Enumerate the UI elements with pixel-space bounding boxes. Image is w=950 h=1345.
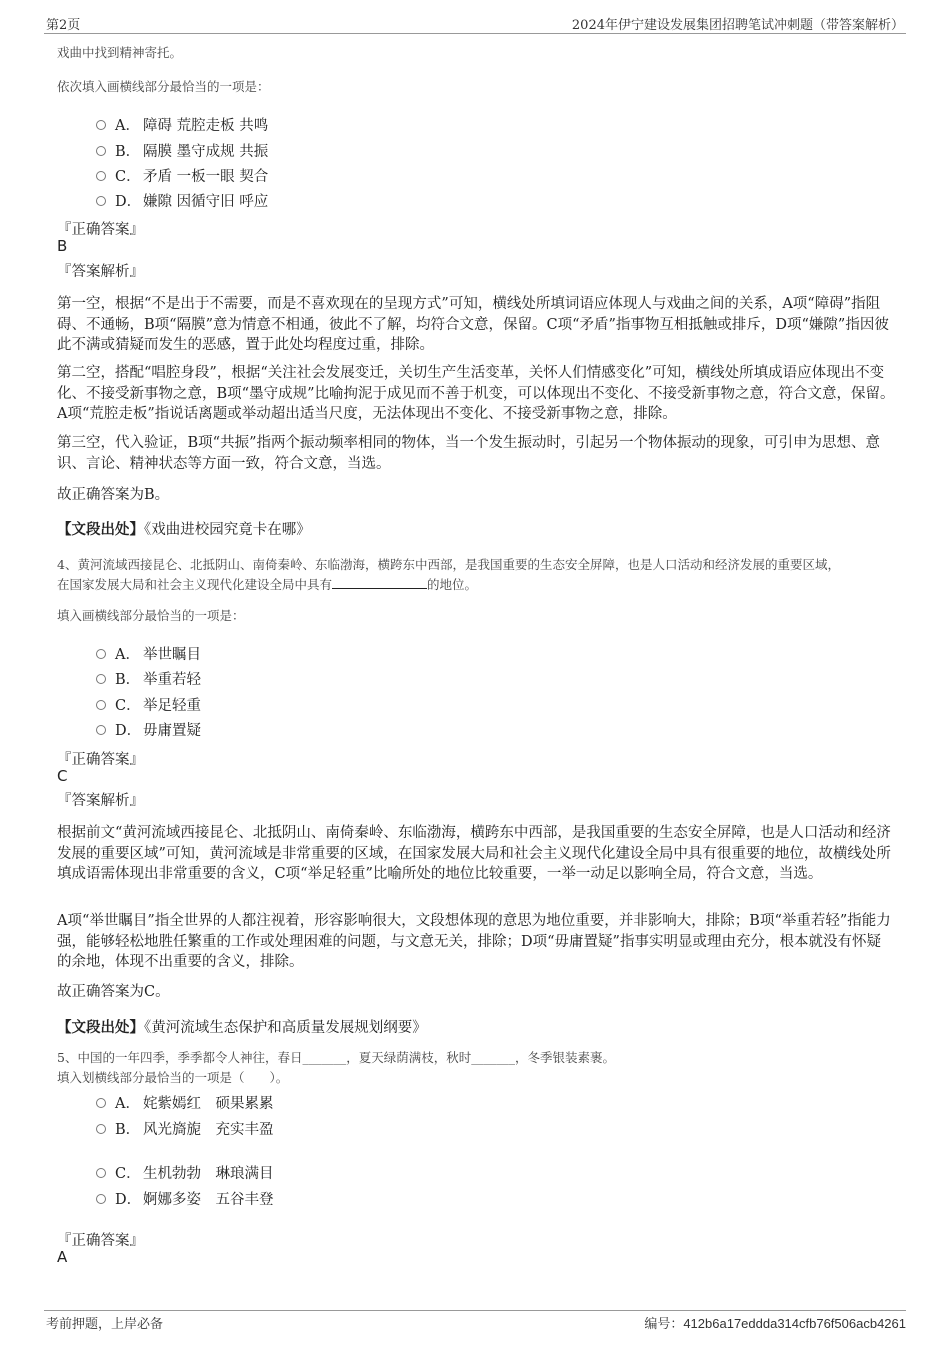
q4-question-after-blank: 的地位。 (427, 577, 478, 592)
footer-code (644, 1313, 906, 1332)
q3-option-c[interactable] (96, 165, 268, 186)
q4-option-b[interactable] (96, 668, 201, 689)
radio-icon[interactable] (96, 1168, 106, 1178)
q3-prompt: 依次填入画横线部分最恰当的一项是： (57, 79, 270, 94)
q4-answer-label: 『正确答案』 (57, 752, 144, 768)
footer-divider (44, 1310, 906, 1311)
option-text: 举足轻重 (143, 698, 201, 714)
footer-slogan: 考前押题，上岸必备 (46, 1317, 164, 1332)
radio-icon[interactable] (96, 120, 106, 130)
option-letter: A． (115, 647, 140, 663)
q3-analysis-para-3: 第三空，代入验证，B项“共振”指两个振动频率相同的物体，当一个发生振动时，引起另一个物体振动的现象，可引申为思想、意识、言论、精神状态等方面一致，符合文意，当选。 (57, 435, 880, 472)
option-text: 毋庸置疑 (143, 723, 201, 739)
q3-analysis-para-1: 第一空，根据“不是出于不需要，而是不喜欢现在的呈现方式”可知，横线处所填词语应体现人与戏曲之间的关系，A项“障碍”指阻碍、不通畅，B项“隔膜”意为情意不相通，彼此不了解，均符合文意，保留。C项“矛盾”指事物互相抵触或排斥，D项“嫌隙”指因彼此不满或猜疑而发生的恶感，置于此处均程度过重，排除。 (57, 296, 889, 353)
radio-icon[interactable] (96, 1194, 106, 1204)
q3-analysis-conclusion: 故正确答案为B。 (57, 487, 170, 503)
q5-option-c[interactable] (96, 1162, 274, 1183)
option-text: 举世瞩目 (143, 647, 201, 663)
q4-option-a[interactable] (96, 643, 201, 664)
q4-analysis-label: 『答案解析』 (57, 793, 144, 809)
q5-answer-label: 『正确答案』 (57, 1233, 144, 1249)
footer-code-value: 412b6a17eddda314cfb76f506acb4261 (683, 1316, 906, 1331)
option-letter: D． (115, 194, 142, 210)
option-text: 障碍 荒腔走板 共鸣 (143, 118, 269, 134)
q4-analysis-para-1: 根据前文“黄河流域西接昆仑、北抵阴山、南倚秦岭、东临渤海，横跨东中西部，是我国重要的生态安全屏障，也是人口活动和经济发展的重要区域”可知，黄河流域是非常重要的区域，在国家发展大局和社会主义现代化建设全局中具有很重要的地位，故横线处所填成语需体现出非常重要的含义，C项“举足轻重”比喻所处的地位比较重要，一举一动足以影响全局，符合文意，当选。 (57, 825, 891, 882)
q5-answer: A (57, 1248, 68, 1266)
source-title: 《戏曲进校园究竟卡在哪》 (144, 522, 311, 538)
option-text: 风光旖旎 充实丰盈 (143, 1122, 274, 1138)
option-letter: B． (115, 1122, 141, 1138)
source-label: 【文段出处】 (57, 521, 144, 538)
q4-option-d[interactable] (96, 719, 201, 740)
option-letter: B． (115, 672, 141, 688)
option-letter: D． (115, 1192, 142, 1208)
q5-prompt: 填入划横线部分最恰当的一项是（ ）。 (57, 1070, 289, 1085)
q3-source (57, 518, 311, 539)
option-letter: C． (115, 169, 141, 185)
radio-icon[interactable] (96, 700, 106, 710)
q4-analysis-para-2: A项“举世瞩目”指全世界的人都注视着，形容影响很大，文段想体现的意思为地位重要，并非影响大，排除；B项“举重若轻”指能力强，能够轻松地胜任繁重的工作或处理困难的问题，与文意无关，排除；D项“毋庸置疑”指事实明显或理由充分，根本就没有怀疑的余地，体现不出重要的含义，排除。 (57, 913, 891, 970)
option-letter: A． (115, 1096, 140, 1112)
q5-option-b[interactable] (96, 1118, 274, 1139)
q4-question (57, 555, 902, 595)
source-title: 《黄河流域生态保护和高质量发展规划纲要》 (144, 1020, 427, 1036)
q3-option-d[interactable] (96, 190, 268, 211)
q3-answer-label: 『正确答案』 (57, 222, 144, 238)
q4-answer: C (57, 767, 68, 785)
footer-code-label: 编号： (644, 1317, 684, 1332)
radio-icon[interactable] (96, 146, 106, 156)
q4-analysis-conclusion: 故正确答案为C。 (57, 984, 170, 1000)
option-text: 隔膜 墨守成规 共振 (143, 144, 269, 160)
q3-intro-tail: 戏曲中找到精神寄托。 (57, 45, 183, 60)
option-letter: A． (115, 118, 140, 134)
option-text: 矛盾 一板一眼 契合 (143, 169, 269, 185)
q5-option-a[interactable] (96, 1092, 274, 1113)
q3-analysis-para-2: 第二空，搭配“唱腔身段”，根据“关注社会发展变迁，关切生产生活变革，关怀人们情感变化”可知，横线处所填成语应体现出不变化、不接受新事物之意，B项“墨守成规”比喻拘泥于成见而不善于机变，可以体现出不变化、不接受新事物之意，符合文意，保留。A项“荒腔走板”指说话离题或举动超出适当尺度，无法体现出不变化、不接受新事物之意，排除。 (57, 365, 895, 422)
header-divider (44, 33, 906, 34)
page-number: 第2页 (46, 18, 81, 33)
q3-answer: B (57, 237, 68, 255)
q5-question: 5、中国的一年四季，季季都令人神往，春日_______，夏天绿荫满枝，秋时_______，冬季银装素裹。 (57, 1050, 615, 1065)
option-letter: C． (115, 1166, 141, 1182)
option-text: 婀娜多姿 五谷丰登 (143, 1192, 274, 1208)
q4-question-before-blank: 在国家发展大局和社会主义现代化建设全局中具有 (57, 577, 333, 592)
option-letter: C． (115, 698, 141, 714)
q3-option-a[interactable] (96, 114, 268, 135)
q4-option-c[interactable] (96, 694, 201, 715)
radio-icon[interactable] (96, 649, 106, 659)
q4-prompt: 填入画横线部分最恰当的一项是： (57, 608, 245, 623)
radio-icon[interactable] (96, 1098, 106, 1108)
answer-blank (332, 576, 427, 589)
option-text: 举重若轻 (143, 672, 201, 688)
q4-question-line-1: 4、黄河流域西接昆仑、北抵阴山、南倚秦岭、东临渤海，横跨东中西部，是我国重要的生态安全屏障，也是人口活动和经济发展的重要区域， (57, 557, 840, 572)
radio-icon[interactable] (96, 1124, 106, 1134)
option-text: 姹紫嫣红 硕果累累 (143, 1096, 274, 1112)
q5-option-d[interactable] (96, 1188, 274, 1209)
option-letter: D． (115, 723, 142, 739)
q3-option-b[interactable] (96, 140, 268, 161)
option-text: 嫌隙 因循守旧 呼应 (143, 194, 269, 210)
radio-icon[interactable] (96, 171, 106, 181)
document-title: 2024年伊宁建设发展集团招聘笔试冲刺题（带答案解析） (571, 18, 904, 33)
q4-question-line-2 (57, 575, 902, 595)
q3-analysis-label: 『答案解析』 (57, 264, 144, 280)
q4-source (57, 1016, 427, 1037)
radio-icon[interactable] (96, 196, 106, 206)
radio-icon[interactable] (96, 725, 106, 735)
option-text: 生机勃勃 琳琅满目 (143, 1166, 274, 1182)
radio-icon[interactable] (96, 674, 106, 684)
source-label: 【文段出处】 (57, 1019, 144, 1036)
option-letter: B． (115, 144, 141, 160)
